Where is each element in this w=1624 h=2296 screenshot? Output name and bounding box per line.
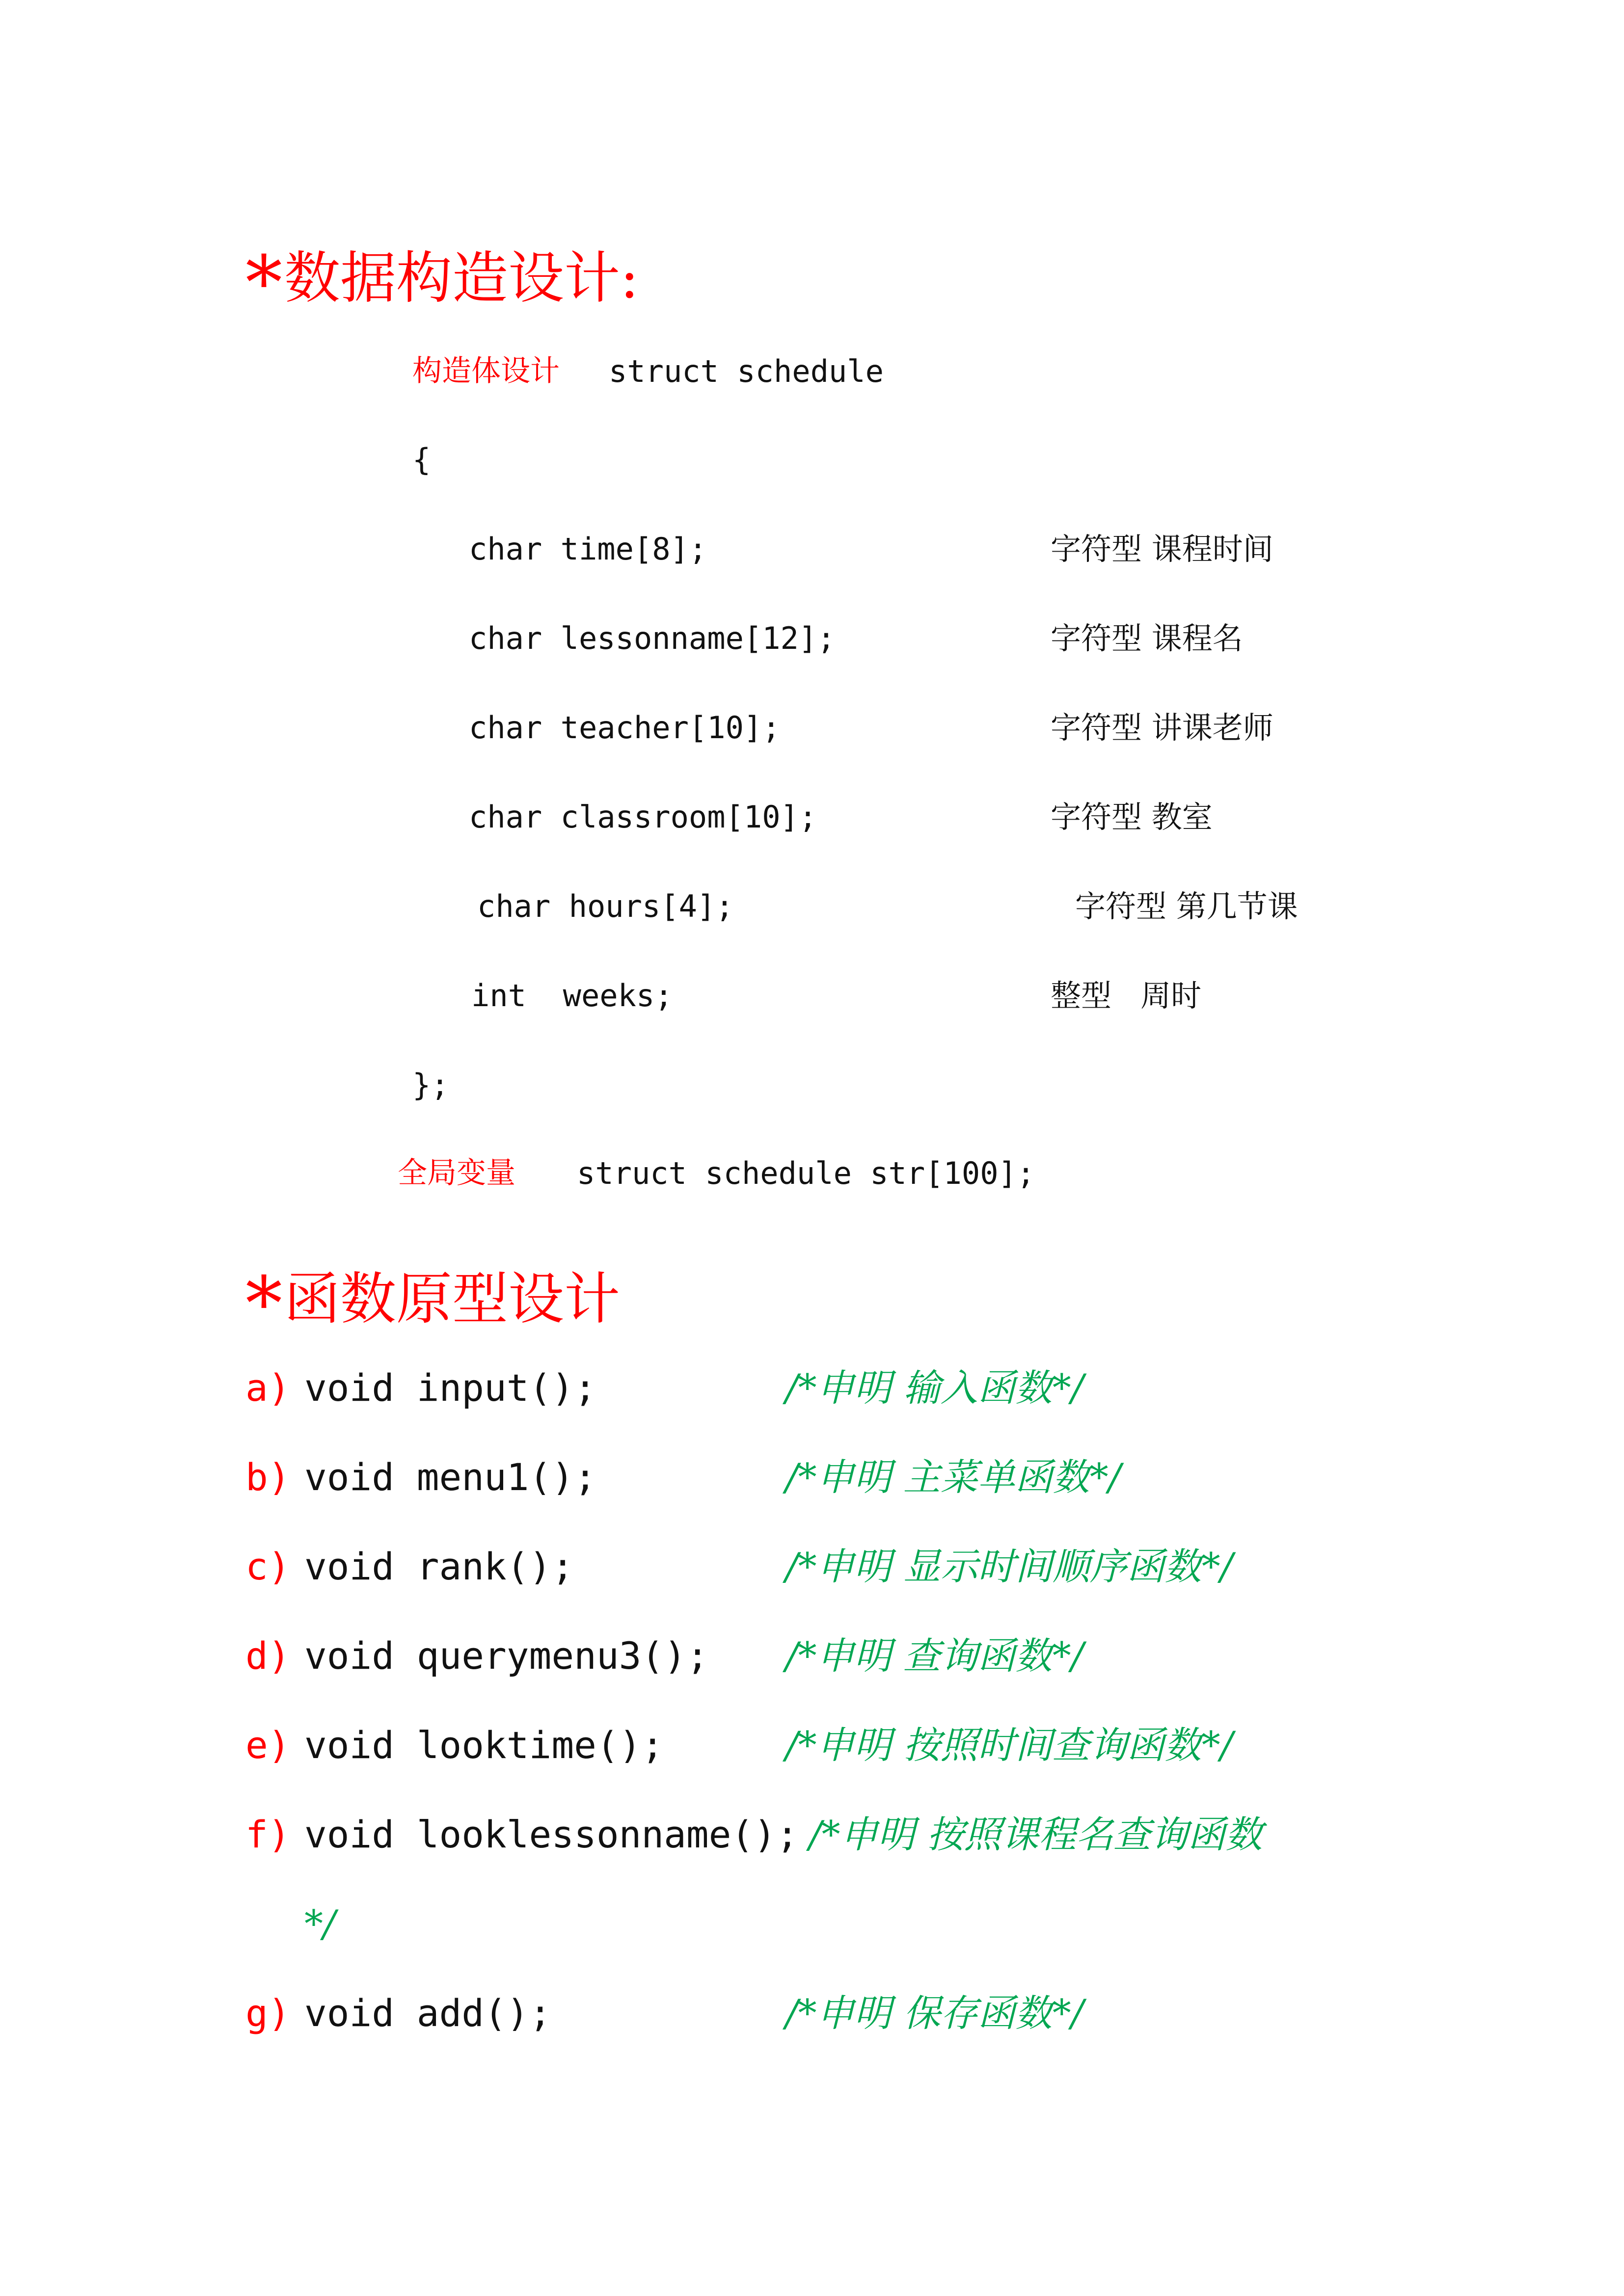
field-comment: 字符型 第几节课: [1075, 888, 1298, 924]
list-marker: e): [245, 1723, 291, 1767]
field-code: char lessonname[12];: [469, 620, 836, 656]
open-brace: {: [412, 442, 431, 478]
function-code: void querymenu3();: [304, 1634, 709, 1678]
global-label: 全局变量: [398, 1156, 515, 1190]
field-comment: 整型 周时: [1051, 978, 1202, 1014]
function-comment-continuation: */: [304, 1902, 336, 1946]
struct-label: 构造体设计: [412, 354, 560, 388]
field-code: int weeks;: [471, 978, 673, 1014]
list-marker: f): [245, 1813, 291, 1856]
heading-title: 函数原型设计: [284, 1266, 621, 1332]
function-comment: /*申明 主菜单函数*/: [785, 1455, 1121, 1499]
function-comment: /*申明 输入函数*/: [785, 1366, 1084, 1410]
field-code: char hours[4];: [477, 888, 734, 924]
section-heading-function-prototypes: [245, 1256, 621, 1347]
struct-declaration: struct schedule: [609, 353, 884, 389]
field-code: char classroom[10];: [469, 799, 817, 835]
field-comment: 字符型 教室: [1051, 799, 1213, 835]
section-heading-data-structure: [245, 236, 639, 326]
field-comment: 字符型 课程时间: [1051, 531, 1273, 567]
list-marker: d): [245, 1634, 291, 1678]
list-marker: b): [245, 1455, 291, 1499]
list-marker: c): [245, 1545, 291, 1588]
function-code: void add();: [304, 1991, 552, 2035]
function-code: void looktime();: [304, 1723, 664, 1767]
field-comment: 字符型 讲课老师: [1051, 710, 1273, 746]
function-code: void rank();: [304, 1545, 574, 1588]
function-code: void menu1();: [304, 1455, 596, 1499]
function-comment: /*申明 保存函数*/: [785, 1991, 1084, 2035]
function-comment: /*申明 显示时间顺序函数*/: [785, 1545, 1233, 1588]
function-comment: /*申明 查询函数*/: [785, 1634, 1084, 1678]
field-code: char time[8];: [469, 531, 707, 567]
field-comment: 字符型 课程名: [1051, 620, 1243, 656]
function-comment: /*申明 按照时间查询函数*/: [785, 1723, 1233, 1767]
list-marker: a): [245, 1366, 291, 1410]
function-code: void input();: [304, 1366, 596, 1410]
heading-star: *: [245, 1261, 282, 1347]
close-brace: };: [412, 1067, 449, 1103]
global-declaration: struct schedule str[100];: [577, 1155, 1035, 1191]
heading-star: *: [245, 240, 282, 326]
heading-title: 数据构造设计:: [284, 245, 639, 311]
function-comment: /*申明 按照课程名查询函数: [809, 1813, 1263, 1856]
function-code: void looklessonname();: [304, 1813, 799, 1856]
list-marker: g): [245, 1991, 291, 2035]
field-code: char teacher[10];: [469, 710, 781, 746]
